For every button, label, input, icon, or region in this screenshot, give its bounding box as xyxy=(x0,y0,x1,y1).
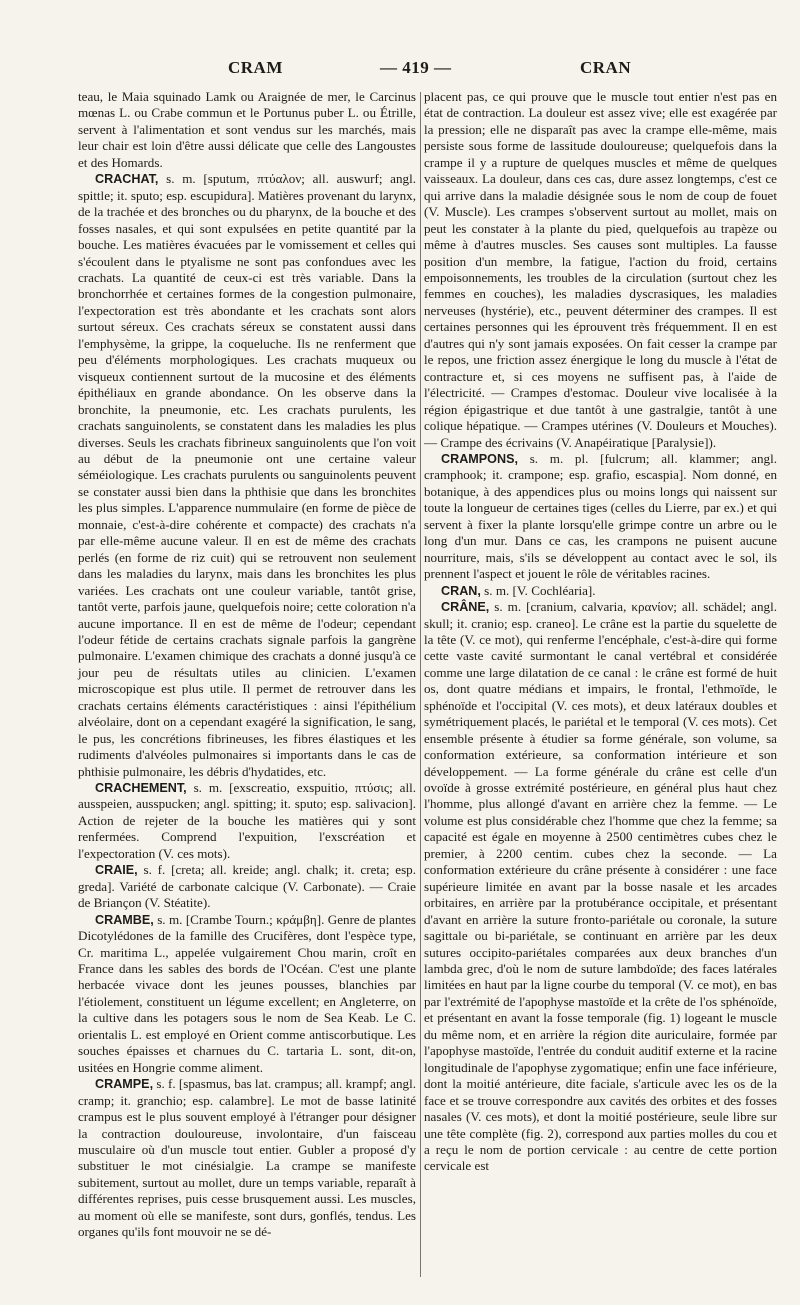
headword: CRAMBE, xyxy=(95,912,154,927)
header-left-guide-word: CRAM xyxy=(228,58,283,77)
definition-text: s. m. pl. [fulcrum; all. klammer; angl. cramphook; it. crampone; esp. grafio, escaspia]. Nom donné, en botanique, à des appendices plus ou moins longs qui naissent sur toute la longueur de certaines tiges (celles du Lierre, par ex.) et qui servent à fixer la plante lorsqu'elle grimpe contre un arbre ou le long d'un mur. Dans ce cas, les crampons ne puisent aucune nourriture, mais, s'ils se développent au contact avec le sol, ils prennent l'aspect et jouent le rôle de véritables racines. xyxy=(424,450,777,582)
entry-crampe xyxy=(78,1076,416,1241)
definition-text: s. m. [cranium, calvaria, κρανίον; all. schädel; angl. skull; it. cranio; esp. craneo]. Le crâne est la partie du squelette de la tête (V. ce mot), qui renferme l'encéphale, c'est-à-dire qui forme cette vaste cavité surmontant le canal vertébral et considérée comme une large dilatation de ce canal : le crâne est formé de huit os, dont quatre médians et impairs, le frontal, l'ethmoïde, le sphénoïde et l'occipital (V. ces mots), et deux latéraux doubles et symétriquement placés, le pariétal et le temporal (V. ces mots). Cet ensemble présente à étudier sa forme générale, son volume, sa conformation extérieure, sa conformation intérieure et son développement. — La forme générale du crâne est celle d'un ovoïde à grosse extrémité postérieure, en général plus haut chez l'homme, plus allongé d'avant en arrière chez la femme. — Le volume est plus considérable chez l'homme que chez la femme; sa capacité est égale en moyenne à 2500 centimètres cubes chez le premier, à 2200 centim. cubes chez la seconde. — La conformation extérieure du crâne présente à considérer : une face supérieure limitée en avant par la bosse nasale et les arcades orbitaires, en arrière par la protubérance occipitale, et présentant d'avant en arrière la suture fronto-pariétale ou coronale, la suture sagittale ou bi-pariétale, se continuant en arrière par les deux sutures occipito-pariétales comparées aux deux branches d'un lambda grec, d'où le nom de suture lambdoïde; des faces latérales limitées en haut par la ligne courbe du temporal (V. ce mot), en bas par l'extrémité de l'apophyse mastoïde et la crête de l'os sphénoïde, et présentant en avant la fosse temporale (fig. 1) logeant le muscle du même nom, et en arrière la région dite auriculaire, formée par l'apophyse mastoïde, l'entrée du conduit auditif externe et la racine longitudinale de l'apophyse zygomatique; enfin une face inférieure, dont la moitié antérieure, dite faciale, s'articule avec les os de la face et se trouve correspondre aux cavités des orbites et des fosses nasales (V. ces mots), et dont la moitié postérieure, seule libre sur une tête complète (fig. 2), correspond aux parties molles du cou et a reçu le nom de portion cervicale : au centre de cette portion cervicale est xyxy=(424,599,777,1174)
headword: CRACHAT, xyxy=(95,172,159,187)
headword: CRAN, xyxy=(441,583,481,598)
headword: CRAMPONS, xyxy=(441,451,518,466)
headword: CRÂNE, xyxy=(441,600,490,615)
entry-crampons xyxy=(424,451,777,583)
headword: CRAIE, xyxy=(95,863,138,878)
entry-crambe xyxy=(78,912,416,1077)
definition-text: s. f. [spasmus, bas lat. crampus; all. krampf; angl. cramp; it. granchio; esp. calambre]. Le mot de basse latinité crampus est le plus souvent employé à l'étranger pour désigner la contraction douloureuse, involontaire, d'un faisceau musculaire où d'un muscle tout entier. Gubler a proposé d'y substituer le mot cinésialgie. La crampe se manifeste subitement, surtout au mollet, dure un temps variable, reparaît à différentes reprises, puis cesse brusquement aussi. Les muscles, au moment où elle se manifeste, sont durs, gonflés, tendus. Les organes qu'ils font mouvoir ne se dé- xyxy=(78,1076,416,1240)
definition-text: s. m. [sputum, πτύαλον; all. auswurf; angl. spittle; it. sputo; esp. escupidura]. Matières provenant du larynx, de la trachée et des bronches ou du pharynx, de la bouche et des fosses nasales, et qui sont expulsées en petite quantité par la bouche. Les matières évacuées par le vomissement et celles qui s'écoulent dans le ptyalisme ne sont pas confondues avec les crachats. La quantité de ceux-ci est très variable. Dans la bronchorrhée et certaines formes de la congestion pulmonaire, l'expectoration est très abondante et les crachats sont alors surtout séreux. Ces crachats séreux se constatent aussi dans l'emphysème, la grippe, la coqueluche. Ils ne renferment que peu d'éléments morphologiques. Les crachats muqueux ou visqueux contiennent surtout de la mucosine et des éléments épithéliaux en grande abondance. On les observe dans la bronchite, la pneumonie, etc. Les crachats purulents, les crachats sanguinolents, se constatent dans les maladies les plus diverses. Seuls les crachats fibrineux sanguinolents que l'on voit au début de la pneumonie ont une certaine valeur séméiologique. Les crachats purulents ou sanguinolents peuvent se constater aussi bien dans la phthisie que dans les bronchites les plus simples. L'apparence nummulaire (en forme de pièce de monnaie, c'est-à-dire cohérente et compacte) des crachats n'a par elle-même aucune valeur. Il en est de même des crachats perlés (en forme de riz cuit) qui se retrouvent non seulement dans les maladies du larynx, mais dans les bronchites les plus variées. Les crachats ont une couleur variable, tantôt grise, tantôt verte, parfois jaune, quelquefois noire; cette coloration n'a aucune importance. Il en est de même de l'odeur; cependant l'odeur fétide de certains crachats signale parfois la gangrène pulmonaire. L'examen chimique des crachats a donné jusqu'à ce jour peu de résultats utiles au clinicien. L'examen microscopique est plus utile. Il permet de retrouver dans les crachats certains éléments caractéristiques : ainsi l'épithélium alvéolaire, dont on a cependant exagéré la signification, le sang, le pus, les concrétions fibrineuses, les fibres élastiques et les rudiments d'alvéoles pulmonaires si importants dans le cas de phthisie pulmonaire, les débris d'hydatides, etc. xyxy=(78,171,416,779)
definition-text: s. m. [exscreatio, exspuitio, πτύσις; all. ausspeien, ausspucken; angl. spitting; it. sputo; esp. salivacion]. Action de rejeter de la bouche les matières qui y sont renfermées. Comprend l'expuition, l'exscréation et l'expectoration (V. ces mots). xyxy=(78,780,416,861)
header-right-guide-word: CRAN xyxy=(580,58,632,77)
definition-text: s. f. [creta; all. kreide; angl. chalk; it. creta; esp. greda]. Variété de carbonate calcique (V. Carbonate). — Craie de Briançon (V. Stéatite). xyxy=(78,862,416,911)
entry-crachement xyxy=(78,780,416,862)
right-column xyxy=(424,89,777,1175)
entry-continuation: placent pas, ce qui prouve que le muscle tout entier n'est pas en état de contraction. La douleur est assez vive; elle est exagérée par la pression; elle ne disparaît pas avec la crampe elle-même, mais persiste sous forme de lassitude douloureuse; quelquefois dans la crampe il y a rupture de quelques muscles et même de quelques vaisseaux. La douleur, dans ces cas, dure assez longtemps, c'est ce qui arrive dans la maladie désignée sous le nom de coup de fouet (V. Muscle). Les crampes s'observent surtout au mollet, mais on peut les constater à la plante du pied, quelquefois au trapèze ou même à d'autres muscles. Ses causes sont multiples. La fausse position d'un membre, la fatigue, l'action du froid, certains empoisonnements, les troubles de la circulation (surtout chez les femmes en couches), les maladies dyscrasiques, les maladies nerveuses (hystérie), etc., peuvent déterminer des crampes. Il est certaines personnes qui les éprouvent très fréquemment. Il en est d'autres qui n'y sont jamais exposées. On fait cesser la crampe par le repos, une friction assez énergique le long du muscle à l'état de contracture et, si ces moyens ne suffisent pas, à l'aide de l'électricité. — Crampes d'estomac. Douleur vive localisée à la région épigastrique et due tantôt à une gastralgie, tantôt à une colique hépatique. — Crampes utérines (V. Douleurs et Mouches). — Crampe des écrivains (V. Anapéiratique [Paralysie]). xyxy=(424,89,777,450)
definition-text: s. m. [V. Cochléaria]. xyxy=(484,582,596,598)
entry-continuation: teau, le Maia squinado Lamk ou Araignée de mer, le Carcinus mœnas L. ou Crabe commun et le Portunus puber L. ou Étrille, servent à l'alimentation et sont vendus sur les marchés, mais leur chair est loin d'être aussi délicate que celle des Langoustes et des Homards. xyxy=(78,89,416,170)
running-header xyxy=(0,58,800,88)
entry-crane xyxy=(424,599,777,1175)
column-divider xyxy=(420,92,421,1277)
definition-text: s. m. [Crambe Tourn.; κράμβη]. Genre de plantes Dicotylédones de la famille des Crucifères, dont l'espèce type, Cr. maritima L., appelée vulgairement Chou marin, croît en France dans les sables des bords de l'Océan. C'est une plante herbacée vivace dont les jeunes pousses, blanchies par l'étiolement, constituent un légume excellent; en Angleterre, on la cultive dans les potagers sous le nom de Sea Keab. Le C. orientalis L. est employé en Orient comme antiscorbutique. Les souches épaisses et charnues du C. tartaria L. sont, dit-on, usitées en Hongrie comme aliment. xyxy=(78,911,416,1075)
headword: CRAMPE, xyxy=(95,1077,154,1092)
entry-cran xyxy=(424,583,777,599)
entry-craie xyxy=(78,862,416,911)
page-number: — 419 — xyxy=(380,58,452,77)
entry-crachat xyxy=(78,171,416,780)
left-column xyxy=(78,89,416,1241)
headword: CRACHEMENT, xyxy=(95,781,187,796)
